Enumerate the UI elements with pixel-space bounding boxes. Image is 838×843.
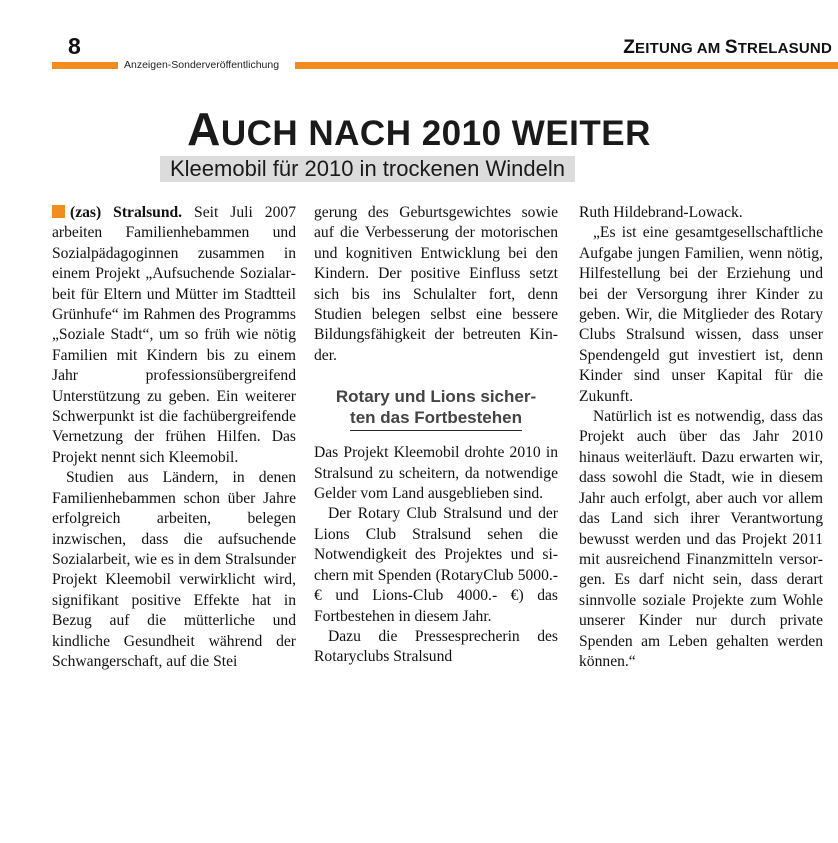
subheadline: Kleemobil für 2010 in trockenen Windeln <box>160 156 575 182</box>
newspaper-name-part-1: EITUNG AM <box>635 40 725 57</box>
dateline: (zas) Stralsund. <box>70 204 183 221</box>
section-heading <box>314 386 558 431</box>
article-paragraph-5: Dazu die Pressesprecherin des Rotaryclubs Stralsund <box>314 627 558 666</box>
headline-rest: UCH NACH 2010 WEITER <box>220 114 651 153</box>
article-column-3 <box>579 203 823 672</box>
article-paragraph-7: Natürlich ist es notwendig, dass das Projekt auch über das Jahr 2010 hinaus weiterläuft. Dazu erwarten wir, dass sowohl die Stadt, wie in diesem Jahr auch erfolgt, aber auch vor allem das Land sich ihrer Verantwortung bewusst werden und das Projekt 2011 mit ausreichend Finanzmitteln versorgen. Es darf nicht sein, dass derart sinnvolle soziale Projekte zum Wohle unserer Kinder nur durch private Spenden am Leben gehalten werden können.“ <box>579 408 823 670</box>
header-rule-right <box>295 62 838 69</box>
newspaper-name-part-2: TRELASUND <box>737 40 832 57</box>
newspaper-name-initial-2: S <box>724 37 738 58</box>
article-paragraph-2-continued: gerung des Geburtsgewichtes sowie auf die Verbesserung der motorischen und kognitiven Entwicklung bei den Kindern. Der positive Einfluss setzt sich bis ins Schulalter fort, denn Studien belegen selbst eine bessere Bildungsfähigkeit der betreuten Kinder. <box>314 204 558 364</box>
headline-initial: A <box>187 103 221 155</box>
header-rule-left <box>52 62 118 69</box>
article-paragraph-5-continued: Ruth Hildebrand-Lowack. <box>579 204 743 221</box>
article-column-2 <box>314 203 558 668</box>
article-column-1 <box>52 203 296 672</box>
article-paragraph-3: Das Projekt Kleemobil drohte 2010 in Stralsund zu scheitern, da notwendige Gelder vom Land ausgeblieben sind. <box>314 444 558 503</box>
newspaper-name <box>623 37 832 59</box>
section-label: Anzeigen-Sonderveröffentlichung <box>124 59 280 71</box>
article-paragraph-2: Studien aus Ländern, in denen Familienhebammen schon über Jahre erfolgreich arbeiten, belegen inzwischen, dass die aufsuchende Sozialarbeit, wie es in dem Stralsunder Projekt Kleemobil verwirklicht wird, signifikant positive Effekte hat in Bezug auf die mütterliche und kindliche Gesundheit während der Schwangerschaft, auf die Stei <box>52 469 296 670</box>
article-paragraph-1: (zas) Stralsund. Seit Juli 2007 arbeiten Familienhebammen und Sozialpädagoginnen zusammen in einem Projekt „Aufsuchende Sozialarbeit für Eltern und Mütter im Stadtteil Grünhufe“ im Rahmen des Programms „Soziale Stadt“, um so früh wie nötig Familien mit Kindern bis zu einem Jahr professionsübergreifend Unterstützung zu geben. Ein weiterer Schwerpunkt ist die fachübergreifende Vernetzung der frühen Hilfen. Das Projekt nennt sich Kleemobil. <box>52 204 296 466</box>
article-paragraph-4: Der Rotary Club Stralsund und der Lions Club Stralsund sehen die Notwendigkeit des Projektes und sichern mit Spenden (RotaryClub 5000.- € und Lions-Club 4000.- €) das Fortbestehen in diesem Jahr. <box>314 505 558 625</box>
bullet-marker <box>52 205 65 218</box>
headline <box>0 102 838 156</box>
newspaper-name-initial-1: Z <box>623 37 636 58</box>
section-heading-line-1: Rotary und Lions sicher- <box>335 387 537 407</box>
section-heading-line-2: ten das Fortbestehen <box>350 407 522 431</box>
page-number: 8 <box>68 33 81 59</box>
article-paragraph-6: „Es ist eine gesamtgesellschaftliche Aufgabe jungen Familien, wenn nötig, Hilfestellung bei der Erziehung und bei der Versorgung ihrer Kinder zu geben. Wir, die Mitglieder des Rotary Clubs Stralsund wissen, dass unser Spendengeld gut investiert ist, denn Kinder sind unser Kapital für die Zukunft. <box>579 224 823 405</box>
